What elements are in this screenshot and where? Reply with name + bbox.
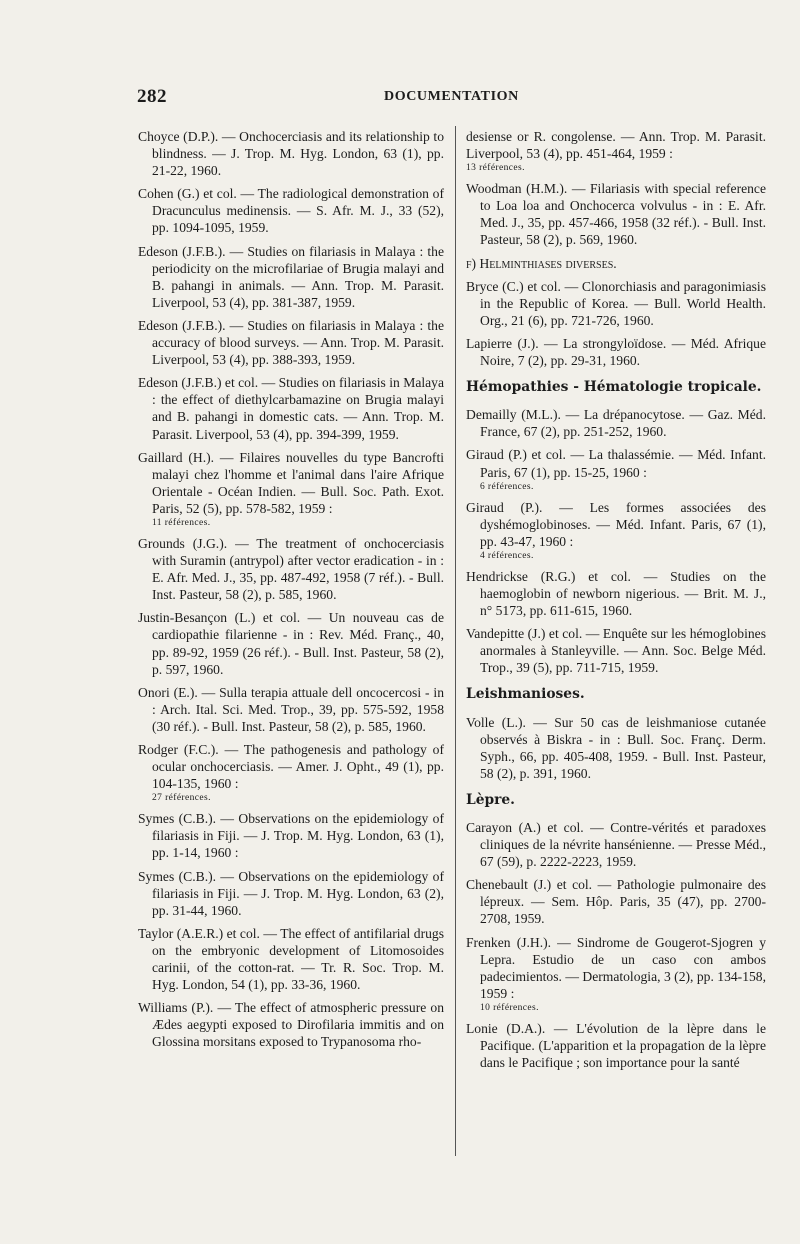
bibliography-entry (466, 934, 766, 1014)
bibliography-entry (138, 741, 444, 804)
bibliography-entry (138, 243, 444, 311)
entry-text: Vandepitte (J.) et col. — Enquête sur les hémoglobines anormales à Stanleyville. — Ann. Soc. Belge Méd. Trop., 39 (5), pp. 711-715, 1959. (466, 626, 766, 676)
entry-text: Edeson (J.F.B.) et col. — Studies on filariasis in Malaya : the effect of diethylcarbamazine on Brugia malayi and B. pahangi in domestic cats. — Ann. Trop. M. Parasit. Liverpool, 53 (4), pp. 394-399, 1959. (138, 375, 444, 442)
entry-text: Demailly (M.L.). — La drépanocytose. — Gaz. Méd. France, 67 (2), pp. 251-252, 1960. (466, 407, 766, 440)
bibliography-entry (466, 1020, 766, 1071)
bibliography-entry (466, 625, 766, 676)
bibliography-entry (466, 128, 766, 174)
bibliography-entry (138, 684, 444, 735)
bibliography-entry (138, 535, 444, 603)
entry-text: Symes (C.B.). — Observations on the epidemiology of filariasis in Fiji. — J. Trop. M. Hyg. London, 63 (2), pp. 31-44, 1960. (138, 868, 444, 918)
bibliography-entry (466, 278, 766, 329)
entry-text: Onori (E.). — Sulla terapia attuale dell oncocercosi - in : Arch. Ital. Sci. Med. Trop., 39, pp. 575-592, 1958 (30 réf.). - Bull. Inst. Pasteur, 58 (2), p. 585, 1960. (138, 684, 444, 734)
reference-count: 4 références. (480, 550, 534, 561)
entry-text: Justin-Besançon (L.) et col. — Un nouveau cas de cardiopathie filarienne - in : Rev. Méd. Franç., 40, pp. 89-92, 1959 (26 réf.). - Bull. Inst. Pasteur, 58 (2), p. 597, 1960. (138, 610, 444, 677)
entry-text: Carayon (A.) et col. — Contre-vérités et paradoxes cliniques de la névrite hansénienne. — Presse Méd., 67 (59), p. 2222-2223, 1959. (466, 820, 766, 870)
bibliography-entry (466, 499, 766, 562)
entry-text: Rodger (F.C.). — The pathogenesis and pathology of ocular onchocerciasis. — Amer. J. Opht., 49 (1), pp. 104-135, 1960 : (138, 742, 444, 792)
entry-text: Woodman (H.M.). — Filariasis with special reference to Loa loa and Onchocerca volvulus - in : E. Afr. Med. J., 35, pp. 457-466, 1958 (32 réf.). - Bull. Inst. Pasteur, 58 (2), p. 569, 1960. (466, 181, 766, 248)
entry-text: Gaillard (H.). — Filaires nouvelles du type Bancrofti malayi chez l'homme et l'animal dans l'aire Afrique Orientale - Océan Indien. — Bull. Soc. Path. Exot. Paris, 52 (5), pp. 578-582, 1959 : (138, 449, 444, 516)
section-heading: Leishmanioses. (466, 686, 585, 703)
bibliography-entry (138, 374, 444, 442)
bibliography-entry (138, 810, 444, 861)
entry-text: Williams (P.). — The effect of atmospheric pressure on Ædes aegypti exposed to Dirofilaria immitis and on Glossina morsitans exposed to Trypanosoma rho- (138, 1000, 444, 1050)
bibliography-entry (466, 446, 766, 492)
reference-count: 10 références. (480, 1002, 539, 1013)
bibliography-entry (138, 317, 444, 368)
bibliography-entry (138, 128, 444, 179)
entry-text: Edeson (J.F.B.). — Studies on filariasis in Malaya : the periodicity on the microfilariae of Brugia malayi and B. pahangi in animals. — Ann. Trop. M. Parasit. Liverpool, 53 (4), pp. 381-387, 1959. (138, 243, 444, 310)
bibliography-entry (138, 925, 444, 993)
bibliography-entry (138, 609, 444, 677)
section-heading: Hémopathies - Hématologie tropicale. (466, 379, 762, 396)
page-number: 282 (137, 86, 167, 107)
reference-count: 27 références. (152, 793, 211, 804)
bibliography-entry (138, 449, 444, 529)
entry-text: Taylor (A.E.R.) et col. — The effect of antifilarial drugs on the embryonic development of Litomosoides carinii, of the cotton-rat. — Tr. R. Soc. Trop. M. Hyg. London, 54 (1), pp. 33-36, 1960. (138, 925, 444, 993)
entry-text: Lonie (D.A.). — L'évolution de la lèpre dans le Pacifique. (L'apparition et la propagation de la lèpre dans le Pacifique ; son importance pour la santé (466, 1020, 766, 1071)
bibliography-entry (138, 868, 444, 919)
entry-text: Choyce (D.P.). — Onchocerciasis and its relationship to blindness. — J. Trop. M. Hyg. London, 63 (1), pp. 21-22, 1960. (138, 129, 444, 179)
bibliography-entry (138, 185, 444, 236)
subsection-heading: f) Helminthiases diverses. (466, 255, 617, 271)
bibliography-entry (138, 999, 444, 1050)
right-column (466, 128, 766, 1077)
bibliography-entry (466, 819, 766, 870)
running-title: DOCUMENTATION (384, 89, 519, 104)
entry-text: Bryce (C.) et col. — Clonorchiasis and paragonimiasis in the Republic of Korea. — Bull. World Health. Org., 21 (6), pp. 721-726, 1960. (466, 278, 766, 328)
bibliography-entry (466, 335, 766, 369)
entry-text: Lapierre (J.). — La strongyloïdose. — Méd. Afrique Noire, 7 (2), pp. 29-31, 1960. (466, 335, 766, 369)
reference-count: 6 références. (480, 481, 534, 492)
entry-text: Giraud (P.). — Les formes associées des dyshémoglobinoses. — Méd. Infant. Paris, 67 (1), pp. 43-47, 1960 : (466, 499, 766, 549)
entry-text: Symes (C.B.). — Observations on the epidemiology of filariasis in Fiji. — J. Trop. M. Hyg. London, 63 (1), pp. 1-14, 1960 : (138, 811, 444, 861)
bibliography-entry (466, 714, 766, 782)
entry-text: Volle (L.). — Sur 50 cas de leishmaniose cutanée observés à Biskra - in : Bull. Soc. Franç. Derm. Syph., 66, pp. 405-408, 1959. - Bull. Inst. Pasteur, 58 (2), p. 391, 1960. (466, 714, 766, 781)
entry-text: Frenken (J.H.). — Sindrome de Gougerot-Sjogren y Lepra. Estudio de un caso con ambos padecimientos. — Dermatologia, 3 (2), pp. 134-158, 1959 : (466, 934, 766, 1001)
entry-text: Chenebault (J.) et col. — Pathologie pulmonaire des lépreux. — Sem. Hôp. Paris, 35 (47), pp. 2700-2708, 1959. (466, 877, 766, 927)
entry-text: desiense or R. congolense. — Ann. Trop. M. Parasit. Liverpool, 53 (4), pp. 451-464, 1959 : (466, 129, 766, 162)
entry-text: Hendrickse (R.G.) et col. — Studies on the haemoglobin of newborn nigerious. — Brit. M. J., n° 5173, pp. 611-615, 1960. (466, 568, 766, 619)
entry-text: Grounds (J.G.). — The treatment of onchocerciasis with Suramin (antrypol) after vector eradication - in : E. Afr. Med. J., 35, pp. 487-492, 1958 (7 réf.). - Bull. Inst. Pasteur, 58 (2), p. 585, 1960. (138, 535, 444, 603)
section-heading: Lèpre. (466, 791, 515, 808)
bibliography-entry (466, 876, 766, 927)
entry-text: Cohen (G.) et col. — The radiological demonstration of Dracunculus medinensis. — S. Afr. M. J., 33 (52), pp. 1094-1095, 1959. (138, 186, 444, 236)
bibliography-entry (466, 406, 766, 440)
left-column (138, 128, 444, 1057)
bibliography-entry (466, 568, 766, 619)
reference-count: 11 références. (152, 517, 211, 528)
bibliography-entry (466, 180, 766, 248)
entry-text: Edeson (J.F.B.). — Studies on filariasis in Malaya : the accuracy of blood surveys. — Ann. Trop. M. Parasit. Liverpool, 53 (4), pp. 388-393, 1959. (138, 317, 444, 368)
column-divider (455, 126, 456, 1156)
reference-count: 13 références. (466, 163, 525, 174)
entry-text: Giraud (P.) et col. — La thalassémie. — Méd. Infant. Paris, 67 (1), pp. 15-25, 1960 : (466, 447, 766, 480)
